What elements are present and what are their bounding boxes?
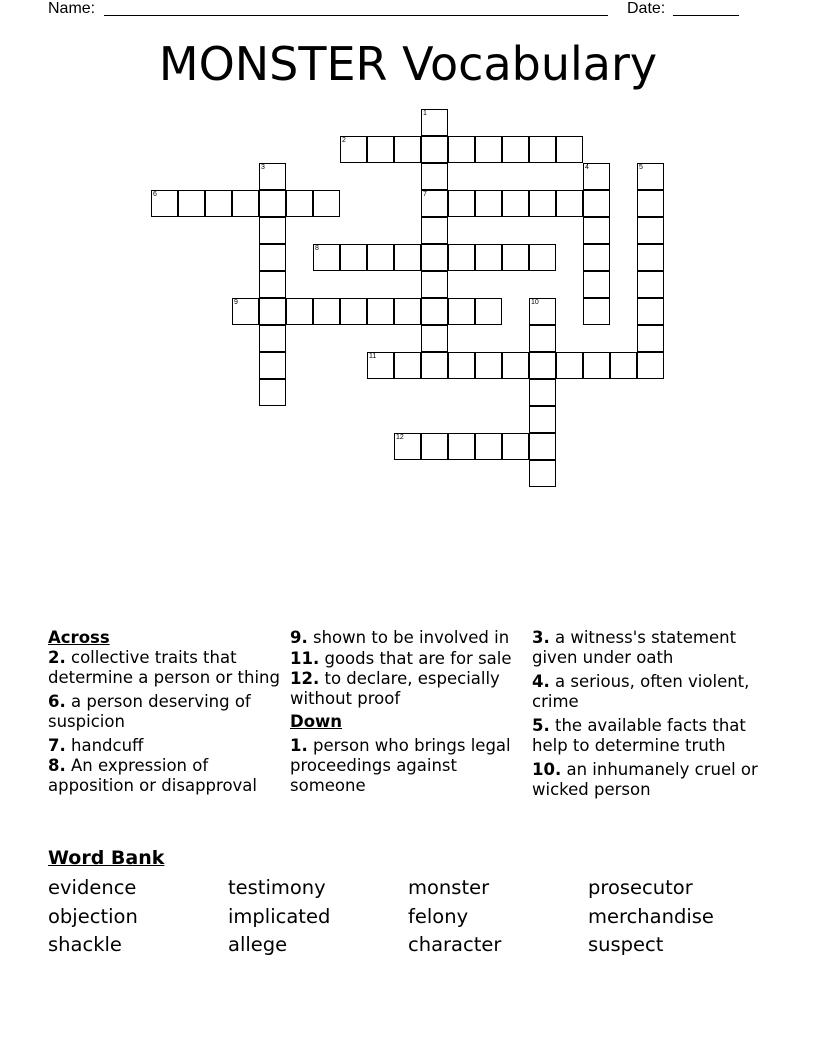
crossword-cell[interactable] <box>529 460 556 487</box>
clue-down-10: 10. an inhumanely cruel or wicked person <box>532 760 758 799</box>
crossword-cell[interactable] <box>637 163 664 190</box>
crossword-cell[interactable] <box>637 244 664 271</box>
crossword-cell[interactable] <box>529 190 556 217</box>
crossword-cell[interactable] <box>448 352 475 379</box>
clue-down-5: 5. the available facts that help to determine truth <box>532 716 746 755</box>
crossword-cell[interactable] <box>178 190 205 217</box>
clue-down-1: 1. person who brings legal proceedings against someone <box>290 736 511 795</box>
clue-across-2: 2. collective traits that determine a person or thing <box>48 648 280 687</box>
crossword-cell[interactable] <box>286 298 313 325</box>
crossword-cell[interactable] <box>583 163 610 190</box>
crossword-cell[interactable] <box>448 136 475 163</box>
crossword-cell[interactable] <box>583 298 610 325</box>
crossword-cell[interactable] <box>232 298 259 325</box>
date-label: Date: <box>627 0 666 17</box>
clue-across-9: 9. shown to be involved in <box>290 628 510 647</box>
crossword-cell[interactable] <box>340 136 367 163</box>
crossword-cell[interactable] <box>421 271 448 298</box>
crossword-cell[interactable] <box>421 217 448 244</box>
crossword-cell[interactable] <box>529 433 556 460</box>
word-bank-item: monster <box>408 876 490 899</box>
crossword-cell[interactable] <box>529 379 556 406</box>
crossword-cell[interactable] <box>313 190 340 217</box>
clue-number: 1 <box>423 110 427 117</box>
crossword-cell[interactable] <box>529 406 556 433</box>
crossword-cell[interactable] <box>529 244 556 271</box>
word-bank-item: suspect <box>588 933 664 956</box>
crossword-cell[interactable] <box>583 244 610 271</box>
crossword-cell[interactable] <box>259 352 286 379</box>
crossword-cell[interactable] <box>286 190 313 217</box>
clue-across-7: 7. handcuff <box>48 736 144 755</box>
crossword-cell[interactable] <box>367 298 394 325</box>
clue-number: 8 <box>315 245 319 252</box>
crossword-cell[interactable] <box>475 244 502 271</box>
crossword-cell[interactable] <box>583 217 610 244</box>
word-bank <box>48 874 768 960</box>
crossword-cell[interactable] <box>502 136 529 163</box>
clue-number: 6 <box>153 191 157 198</box>
crossword-cell[interactable] <box>421 325 448 352</box>
crossword-cell[interactable] <box>394 244 421 271</box>
crossword-cell[interactable] <box>475 352 502 379</box>
word-bank-item: felony <box>408 904 469 928</box>
clue-number: 11 <box>369 353 377 360</box>
crossword-cell[interactable] <box>502 352 529 379</box>
crossword-cell[interactable] <box>367 352 394 379</box>
crossword-cell[interactable] <box>313 244 340 271</box>
crossword-cell[interactable] <box>529 298 556 325</box>
clue-down-3: 3. a witness's statement given under oath <box>532 628 737 667</box>
crossword-cell[interactable] <box>637 217 664 244</box>
crossword-cell[interactable] <box>475 136 502 163</box>
word-bank-item: character <box>408 933 502 956</box>
clue-number: 4 <box>585 164 589 171</box>
clue-number: 3 <box>261 164 265 171</box>
across-heading: Across <box>48 628 110 647</box>
crossword-cell[interactable] <box>421 433 448 460</box>
crossword-cell[interactable] <box>421 244 448 271</box>
crossword-cell[interactable] <box>259 217 286 244</box>
page-title: MONSTER Vocabulary <box>158 37 658 91</box>
clues-column-3 <box>532 628 764 804</box>
crossword-cell[interactable] <box>259 244 286 271</box>
crossword-cell[interactable] <box>610 352 637 379</box>
name-label: Name: <box>48 0 96 17</box>
crossword-cell[interactable] <box>475 190 502 217</box>
clue-number: 10 <box>531 299 539 306</box>
down-heading: Down <box>290 712 343 731</box>
crossword-cell[interactable] <box>340 298 367 325</box>
crossword-cell[interactable] <box>232 190 259 217</box>
crossword-cell[interactable] <box>448 433 475 460</box>
clue-across-6: 6. a person deserving of suspicion <box>48 692 251 731</box>
word-bank-item: shackle <box>48 933 122 956</box>
crossword-cell[interactable] <box>529 136 556 163</box>
crossword-cell[interactable] <box>637 298 664 325</box>
word-bank-item: objection <box>48 904 138 928</box>
crossword-cell[interactable] <box>421 352 448 379</box>
crossword-cell[interactable] <box>394 136 421 163</box>
crossword-cell[interactable] <box>421 298 448 325</box>
crossword-cell[interactable] <box>502 244 529 271</box>
crossword-cell[interactable] <box>259 379 286 406</box>
crossword-cell[interactable] <box>421 163 448 190</box>
crossword-cell[interactable] <box>556 352 583 379</box>
crossword-cell[interactable] <box>583 352 610 379</box>
crossword-cell[interactable] <box>529 352 556 379</box>
crossword-cell[interactable] <box>448 190 475 217</box>
crossword-cell[interactable] <box>259 190 286 217</box>
clue-number: 2 <box>342 137 346 144</box>
crossword-cell[interactable] <box>583 271 610 298</box>
crossword-cell[interactable] <box>583 190 610 217</box>
word-bank-item: testimony <box>228 876 326 899</box>
crossword-cell[interactable] <box>259 325 286 352</box>
crossword-cell[interactable] <box>394 352 421 379</box>
crossword-cell[interactable] <box>556 190 583 217</box>
crossword-cell[interactable] <box>259 298 286 325</box>
clue-number: 7 <box>423 191 427 198</box>
crossword-cell[interactable] <box>205 190 232 217</box>
clues-column-2 <box>290 628 522 800</box>
crossword-cell[interactable] <box>421 190 448 217</box>
crossword-cell[interactable] <box>394 433 421 460</box>
clue-across-8: 8. An expression of apposition or disapproval <box>48 756 257 795</box>
clue-across-11: 11. goods that are for sale <box>290 649 512 668</box>
clue-down-4: 4. a serious, often violent, crime <box>532 672 750 711</box>
crossword-cell[interactable] <box>637 352 664 379</box>
crossword-cell[interactable] <box>448 298 475 325</box>
crossword-cell[interactable] <box>394 298 421 325</box>
crossword-cell[interactable] <box>529 325 556 352</box>
crossword-cell[interactable] <box>421 109 448 136</box>
crossword-cell[interactable] <box>259 271 286 298</box>
crossword-cell[interactable] <box>151 190 178 217</box>
crossword-cell[interactable] <box>637 325 664 352</box>
word-bank-item: merchandise <box>588 904 714 928</box>
crossword-cell[interactable] <box>367 244 394 271</box>
crossword-cell[interactable] <box>556 136 583 163</box>
word-bank-item: implicated <box>228 904 331 928</box>
crossword-cell[interactable] <box>367 136 394 163</box>
crossword-cell[interactable] <box>502 190 529 217</box>
clues-column-1 <box>48 628 280 800</box>
crossword-cell[interactable] <box>340 244 367 271</box>
clue-number: 12 <box>396 434 404 441</box>
word-bank-item: evidence <box>48 876 137 899</box>
crossword-cell[interactable] <box>502 433 529 460</box>
crossword-cell[interactable] <box>448 244 475 271</box>
word-bank-item: prosecutor <box>588 876 693 899</box>
crossword-cell[interactable] <box>637 190 664 217</box>
crossword-cell[interactable] <box>313 298 340 325</box>
crossword-cell[interactable] <box>475 433 502 460</box>
crossword-cell[interactable] <box>421 136 448 163</box>
crossword-cell[interactable] <box>637 271 664 298</box>
crossword-cell[interactable] <box>475 298 502 325</box>
word-bank-item: allege <box>228 933 288 956</box>
crossword-cell[interactable] <box>259 163 286 190</box>
clue-number: 5 <box>639 164 643 171</box>
word-bank-heading: Word Bank <box>48 847 165 869</box>
clue-across-12: 12. to declare, especially without proof <box>290 669 500 708</box>
clue-number: 9 <box>234 299 238 306</box>
